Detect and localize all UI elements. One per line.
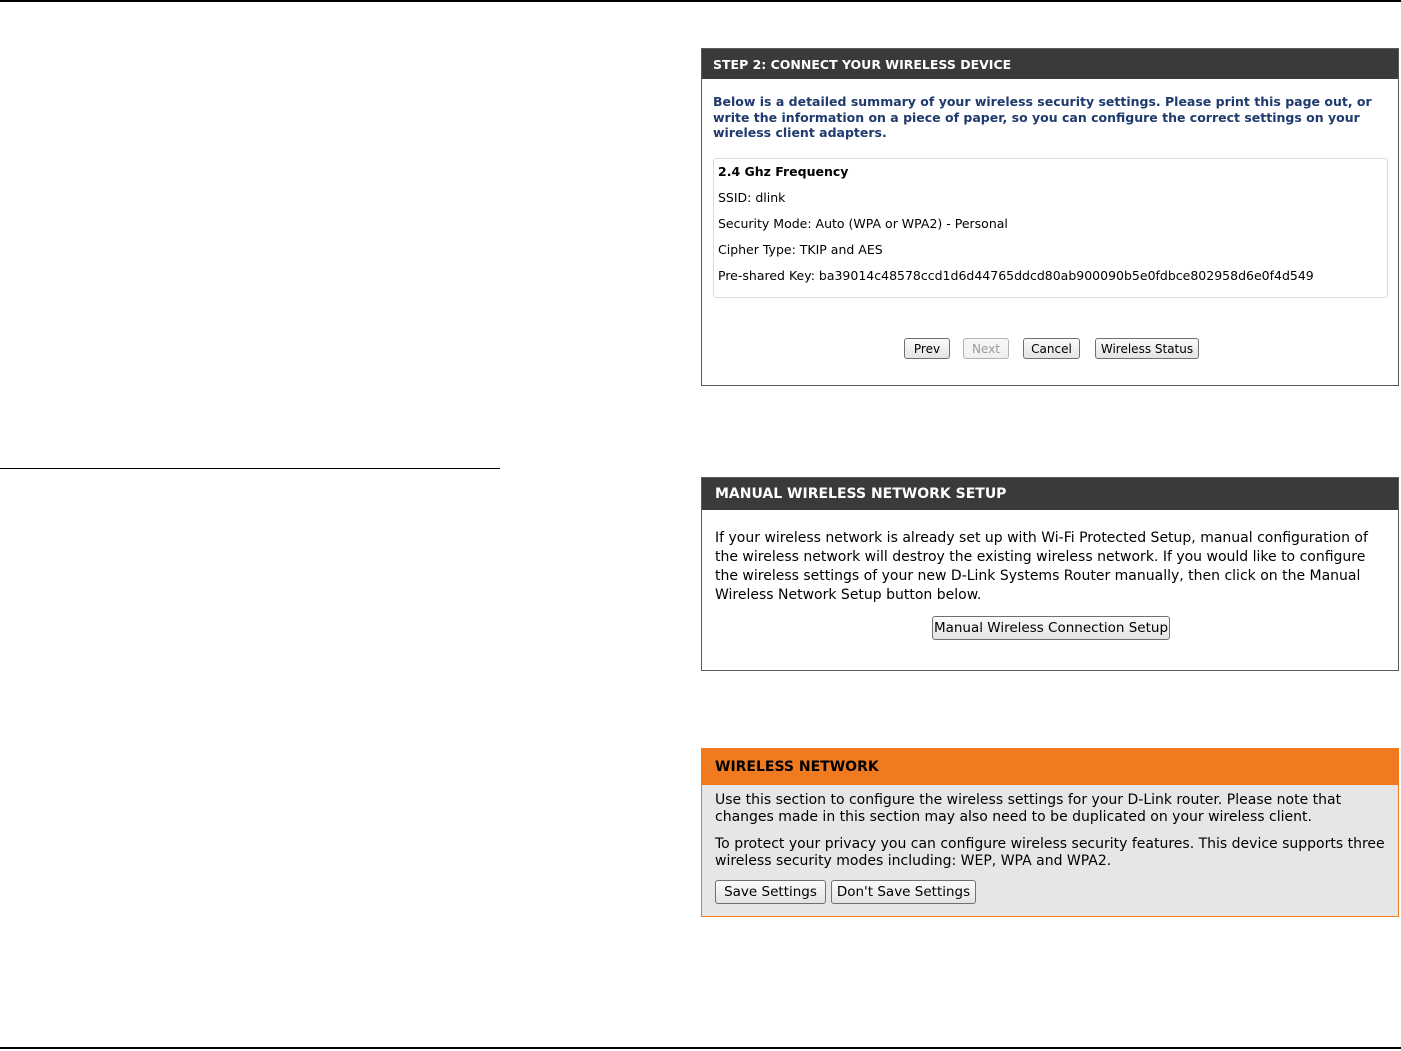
ssid-value: SSID: dlink bbox=[718, 190, 786, 205]
cancel-button[interactable]: Cancel bbox=[1023, 338, 1080, 359]
dont-save-settings-button[interactable]: Don't Save Settings bbox=[831, 880, 976, 904]
top-rule bbox=[0, 0, 1401, 2]
step2-header: STEP 2: CONNECT YOUR WIRELESS DEVICE bbox=[702, 49, 1398, 79]
wireless-network-header: WIRELESS NETWORK bbox=[702, 749, 1398, 785]
settings-summary-box bbox=[713, 158, 1388, 298]
manual-wireless-connection-setup-button[interactable]: Manual Wireless Connection Setup bbox=[932, 616, 1170, 640]
manual-setup-description: If your wireless network is already set up with Wi-Fi Protected Setup, manual configuration of the wireless network will destroy the existing wireless network. If you would like to configure the wireless settings of your new D-Link Systems Router manually, then click on the Manual Wireless Network Setup button below. bbox=[715, 530, 1368, 603]
cipher-type-value: Cipher Type: TKIP and AES bbox=[718, 242, 883, 257]
wireless-description-1: Use this section to configure the wireless settings for your D-Link router. Please note that changes made in this section may also need to be duplicated on your wireless client. bbox=[715, 792, 1342, 825]
bottom-rule bbox=[0, 1047, 1401, 1049]
security-mode-value: Security Mode: Auto (WPA or WPA2) - Personal bbox=[718, 216, 1008, 231]
step2-intro-text: Below is a detailed summary of your wireless security settings. Please print this page out, or write the information on a piece of paper, so you can configure the correct settings on your wireless client adapters. bbox=[713, 94, 1372, 140]
wireless-status-button[interactable]: Wireless Status bbox=[1095, 338, 1199, 359]
prev-button[interactable]: Prev bbox=[904, 338, 950, 359]
section-rule bbox=[0, 468, 500, 469]
wireless-description-2: To protect your privacy you can configure wireless security features. This device supports three wireless security modes including: WEP, WPA and WPA2. bbox=[715, 836, 1385, 869]
frequency-title: 2.4 Ghz Frequency bbox=[718, 164, 849, 179]
next-button[interactable]: Next bbox=[963, 338, 1009, 359]
save-settings-button[interactable]: Save Settings bbox=[715, 880, 826, 904]
step2-panel bbox=[701, 48, 1399, 386]
manual-setup-header: MANUAL WIRELESS NETWORK SETUP bbox=[702, 478, 1398, 510]
manual-setup-panel bbox=[701, 477, 1399, 671]
wireless-network-panel bbox=[701, 748, 1399, 917]
pre-shared-key-value: Pre-shared Key: ba39014c48578ccd1d6d44765ddcd80ab900090b5e0fdbce802958d6e0f4d549 bbox=[718, 268, 1314, 283]
